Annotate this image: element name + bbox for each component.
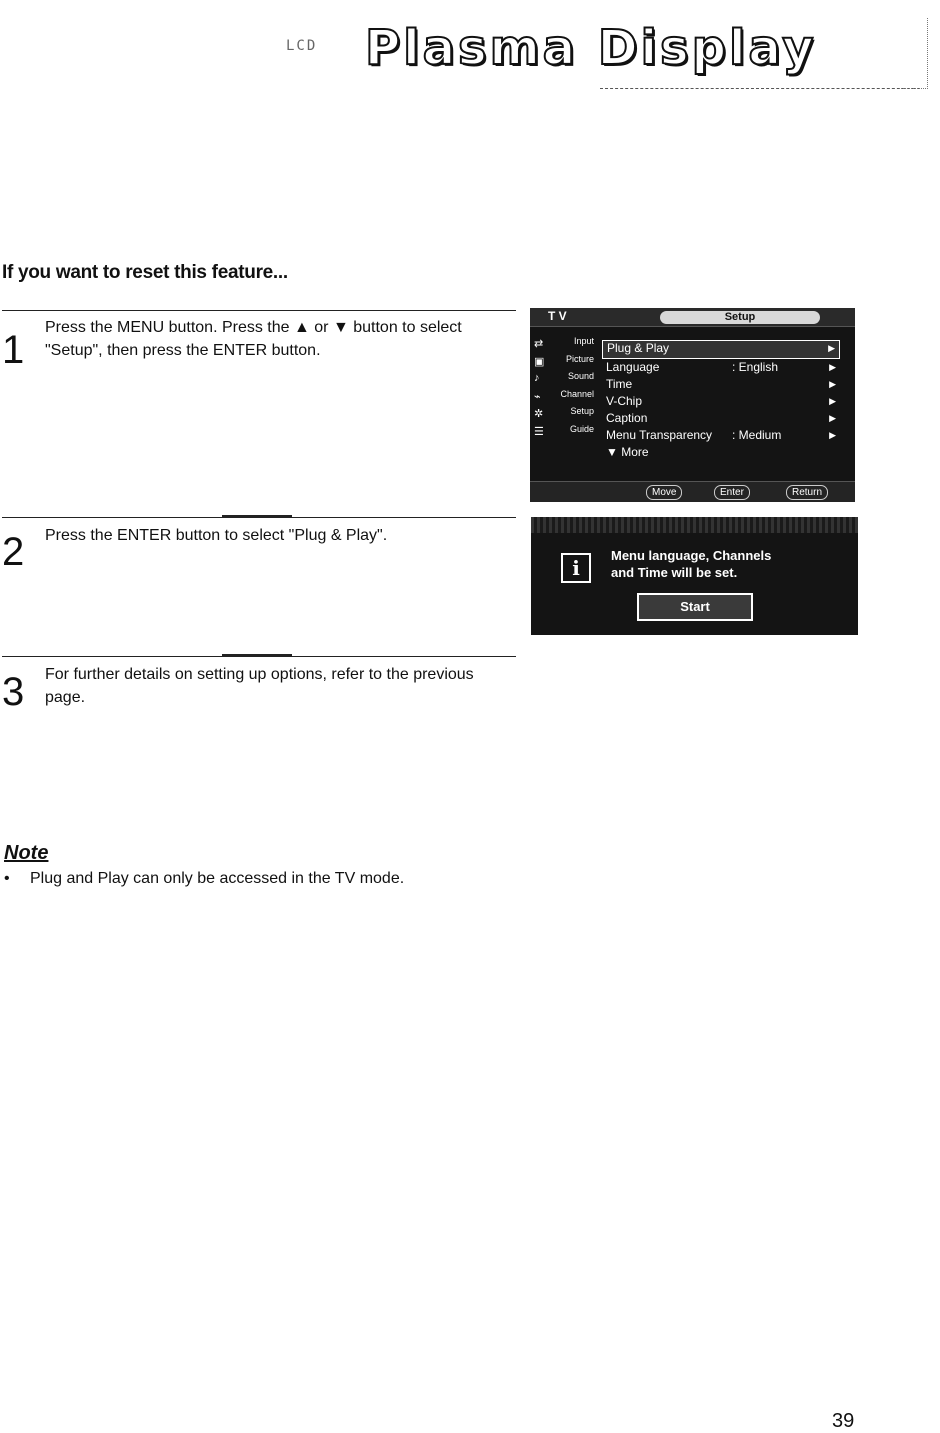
arrow-right-icon: ▶ (829, 430, 836, 440)
sidebar-item-channel: ⌁ Channel (534, 388, 594, 403)
return-hint: Return (786, 485, 828, 500)
header-corner-decoration (899, 18, 928, 89)
plug-and-play-message: Menu language, Channels and Time will be set. (611, 548, 772, 580)
picture-icon: ▣ (534, 355, 545, 368)
note-title: Note (4, 842, 49, 864)
step-text: For further details on setting up options, refer to the previous page. (45, 666, 474, 706)
menu-item-caption: Caption ▶ (606, 411, 836, 425)
header-decoration: LCD (286, 38, 318, 54)
step-text: Press the ENTER button to select "Plug & Play". (45, 527, 388, 544)
step-rule (2, 310, 516, 311)
note-text: Plug and Play can only be accessed in the TV mode. (30, 870, 405, 887)
menu-item-plug-and-play: Plug & Play ▶ (602, 340, 840, 359)
menu-item-more: ▼ More (606, 445, 649, 459)
header-rule (600, 88, 920, 89)
step-text: Press the MENU button. Press the ▲ or ▼ button to select "Setup", then press the ENTER button. (45, 319, 462, 359)
setup-menu-list (602, 340, 840, 461)
setup-menu-screenshot (530, 308, 855, 502)
sidebar-item-input: ⇄ Input (534, 336, 594, 350)
plug-and-play-screenshot (531, 517, 858, 635)
sidebar-item-setup: ✲ Setup (534, 406, 594, 420)
menu-sidebar (534, 336, 596, 441)
bullet: • (4, 870, 10, 887)
step-rule (2, 517, 516, 518)
arrow-right-icon: ▶ (829, 379, 836, 389)
menu-bottom-bar (530, 481, 855, 502)
sidebar-item-guide: ☰ Guide (534, 423, 594, 438)
header-title: Plasma Display (365, 20, 817, 76)
sidebar-item-picture: ▣ Picture (534, 353, 594, 368)
move-hint: Move (646, 485, 682, 500)
tv-label: T V (548, 309, 567, 323)
arrow-right-icon: ▶ (829, 362, 836, 372)
step-number: 2 (2, 530, 25, 574)
input-icon: ⇄ (534, 338, 544, 350)
arrow-right-icon: ▶ (828, 343, 835, 353)
info-icon: i (561, 553, 591, 583)
setup-icon: ✲ (534, 408, 544, 420)
menu-item-menu-transparency: Menu Transparency : Medium ▶ (606, 428, 836, 442)
step-number: 3 (2, 670, 25, 714)
arrow-right-icon: ▶ (829, 396, 836, 406)
menu-item-v-chip: V-Chip ▶ (606, 394, 836, 408)
step-rule (2, 656, 516, 657)
sound-icon: ♪ (534, 372, 540, 384)
menu-item-language: Language : English ▶ (606, 360, 836, 374)
screen-stripe (531, 517, 858, 533)
menu-item-time: Time ▶ (606, 377, 836, 391)
setup-tab: Setup (660, 311, 820, 324)
page-number: 39 (832, 1410, 855, 1432)
guide-icon: ☰ (534, 425, 544, 438)
start-button: Start (637, 593, 753, 621)
step-number: 1 (2, 328, 25, 372)
enter-hint: Enter (714, 485, 750, 500)
arrow-right-icon: ▶ (829, 413, 836, 423)
channel-icon: ⌁ (534, 390, 541, 403)
sidebar-item-sound: ♪ Sound (534, 371, 594, 384)
note-item (4, 868, 404, 890)
menu-top-bar (530, 308, 855, 327)
page-header (270, 14, 930, 94)
section-heading: If you want to reset this feature... (2, 262, 288, 283)
